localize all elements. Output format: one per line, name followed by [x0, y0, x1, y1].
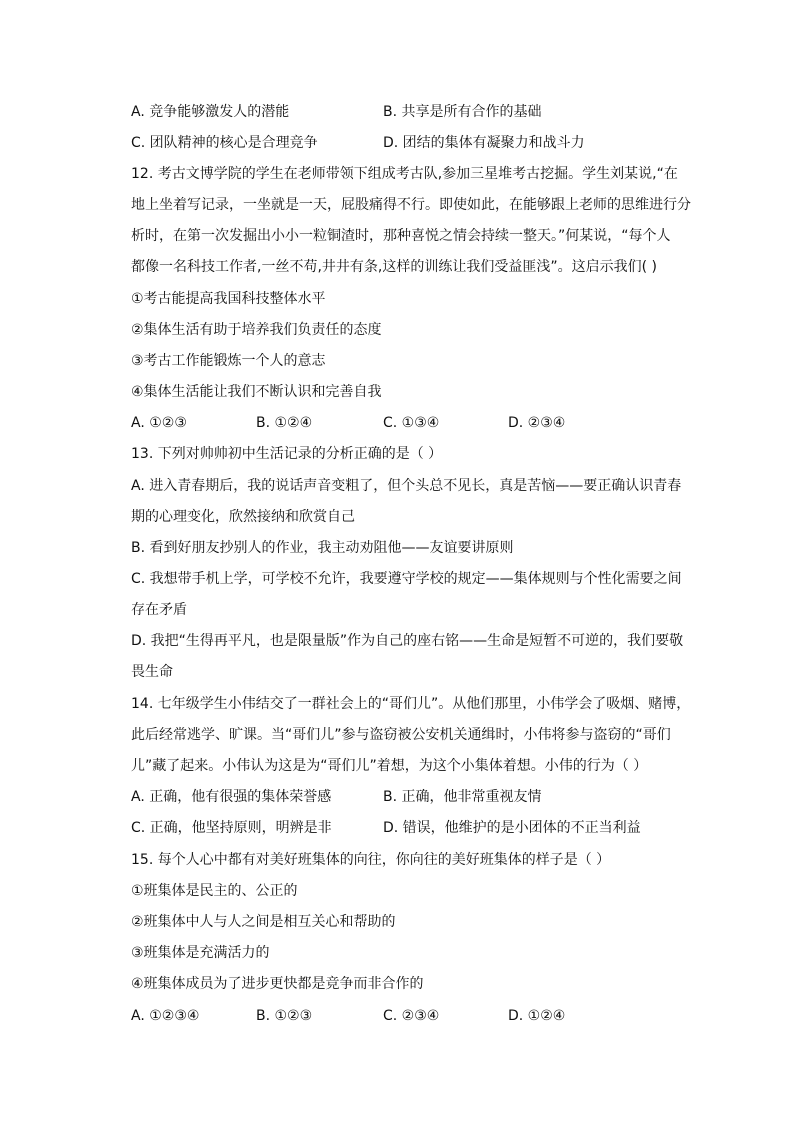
q12-option-d: D. ②③④	[508, 415, 566, 431]
q14-stem-line: 儿”藏了起来。小伟认为这是为“哥们儿”着想，为这个小集体着想。小伟的行为（ ）	[131, 758, 648, 774]
q15-statement: ②班集体中人与人之间是相互关心和帮助的	[131, 914, 396, 930]
q12-stem-line: 都像一名科技工作者,一丝不苟,井井有条,这样的训练让我们受益匪浅”。这启示我们( )	[131, 259, 657, 275]
q15-stem: 15. 每个人心中都有对美好班集体的向往，你向往的美好班集体的样子是（ ）	[131, 852, 611, 868]
q14-option-d: D. 错误，他维护的是小团体的不正当利益	[383, 820, 641, 836]
q14-option-b: B. 正确，他非常重视友情	[383, 789, 542, 805]
q13-option-line: B. 看到好朋友抄别人的作业，我主动劝阻他——友谊要讲原则	[131, 540, 514, 556]
q13-stem: 13. 下列对帅帅初中生活记录的分析正确的是（ ）	[131, 446, 443, 462]
q11-option-d: D. 团结的集体有凝聚力和战斗力	[383, 135, 585, 151]
q13-option-line: C. 我想带手机上学，可学校不允许，我要遵守学校的规定——集体规则与个性化需要之间	[131, 571, 682, 587]
q11-option-a: A. 竞争能够激发人的潜能	[131, 104, 290, 120]
q15-option-d: D. ①②④	[508, 1008, 566, 1024]
q13-option-line: 畏生命	[131, 664, 173, 680]
q12-option-a: A. ①②③	[131, 415, 187, 431]
q14-stem-line: 此后经常逃学、旷课。当“哥们儿”参与盗窃被公安机关通缉时，小伟将参与盗窃的“哥们	[131, 727, 671, 743]
q12-statement: ②集体生活有助于培养我们负责任的态度	[131, 322, 382, 338]
q12-statement: ④集体生活能让我们不断认识和完善自我	[131, 384, 382, 400]
q15-statement: ③班集体是充满活力的	[131, 945, 270, 961]
q12-stem-line: 12. 考古文博学院的学生在老师带领下组成考古队,参加三星堆考古挖掘。学生刘某说,“在	[131, 166, 678, 182]
q12-statement: ①考古能提高我国科技整体水平	[131, 291, 326, 307]
q14-option-a: A. 正确，他有很强的集体荣誉感	[131, 789, 332, 805]
q11-option-b: B. 共享是所有合作的基础	[383, 104, 542, 120]
q12-stem-line: 析时，在第一次发掘出小小一粒铜渣时，那种喜悦之情会持续一整天。”何某说，“每个人	[131, 228, 671, 244]
q12-stem-line: 地上坐着写记录，一坐就是一天，屁股痛得不行。即使如此，在能够跟上老师的思维进行分	[131, 197, 691, 213]
q15-option-b: B. ①②③	[256, 1008, 313, 1024]
q13-option-line: 存在矛盾	[131, 602, 187, 618]
q14-option-c: C. 正确，他坚持原则，明辨是非	[131, 820, 332, 836]
q14-stem-line: 14. 七年级学生小伟结交了一群社会上的“哥们儿”。从他们那里，小伟学会了吸烟、赌博，	[131, 696, 691, 712]
q12-statement: ③考古工作能锻炼一个人的意志	[131, 353, 326, 369]
q15-option-c: C. ②③④	[383, 1008, 440, 1024]
q15-statement: ①班集体是民主的、公正的	[131, 883, 298, 899]
q13-option-line: D. 我把“生得再平凡，也是限量版”作为自己的座右铭——生命是短暂不可逆的，我们要敬	[131, 633, 684, 649]
q15-option-a: A. ①②③④	[131, 1008, 200, 1024]
q13-option-line: 期的心理变化，欣然接纳和欣赏自己	[131, 509, 355, 525]
q12-option-b: B. ①②④	[256, 415, 313, 431]
q15-statement: ④班集体成员为了进步更快都是竞争而非合作的	[131, 976, 424, 992]
q11-option-c: C. 团队精神的核心是合理竞争	[131, 135, 318, 151]
q13-option-line: A. 进入青春期后，我的说话声音变粗了，但个头总不见长，真是苦恼——要正确认识青春	[131, 478, 682, 494]
q12-option-c: C. ①③④	[383, 415, 440, 431]
